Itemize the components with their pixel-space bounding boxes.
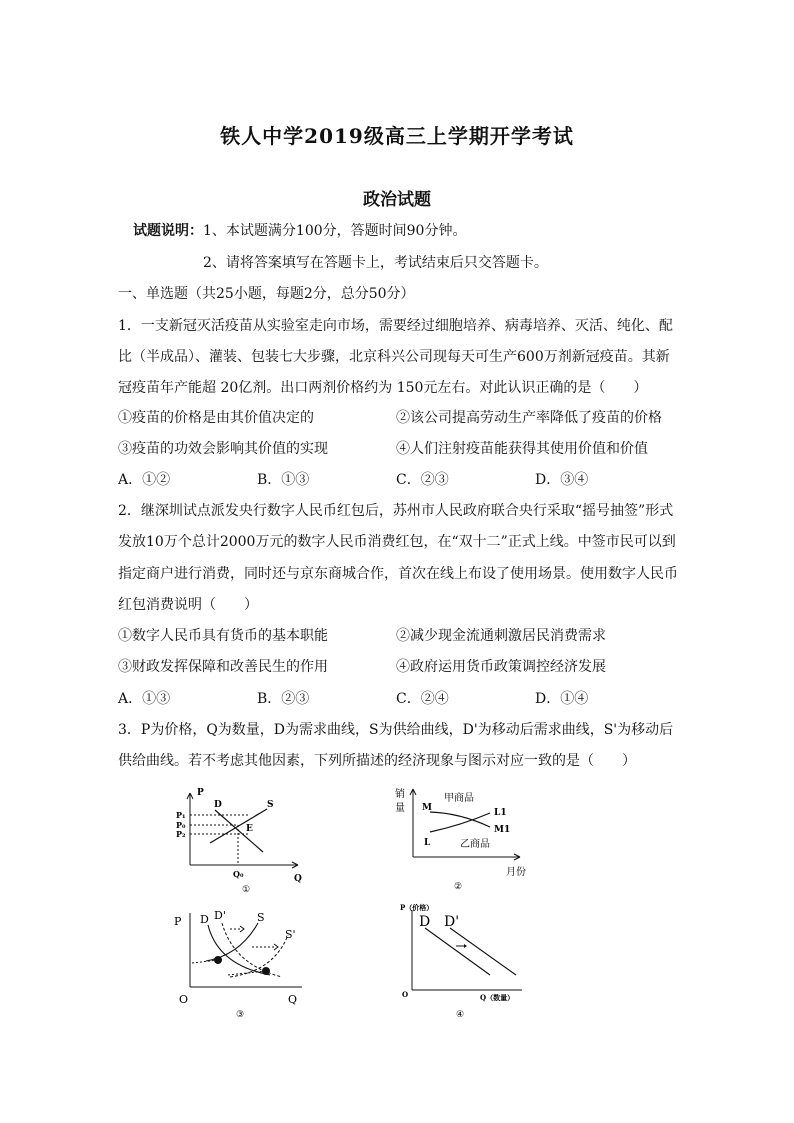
fig1-label-p2: P₂	[176, 829, 186, 839]
fig3-supply-shift-arrowhead	[274, 944, 278, 950]
fig1-label-p0: P₀	[176, 820, 186, 830]
fig1-caption: ①	[242, 885, 251, 895]
fig3-label-d-prime: D'	[214, 909, 226, 922]
fig4-demand-shifted-curve	[450, 928, 516, 975]
fig2-caption: ②	[454, 882, 463, 892]
fig1-axis-q: Q	[294, 874, 302, 884]
figure-1-supply-demand	[170, 785, 320, 895]
q2-option-1: ①数字人民币具有货币的基本职能	[118, 628, 328, 644]
section-heading: 一、单选题（共25小题，每题2分，总分50分）	[118, 286, 415, 302]
fig2-y-label-2: 量	[395, 803, 405, 814]
q1-stem-line-2: 比（半成品）、灌装、包装七大步骤，北京科兴公司现每天可生产600万剂新冠疫苗。其新	[118, 349, 670, 365]
fig4-origin: O	[402, 990, 409, 999]
page-subtitle: 政治试题	[363, 190, 431, 210]
q3-stem-line-2: 供给曲线。若不考虑其他因素，下列所描述的经济现象与图示对应一致的是（ ）	[118, 753, 636, 769]
fig3-label-s-prime: S'	[285, 928, 296, 941]
fig4-shift-arrowhead	[464, 944, 467, 948]
fig2-y-label-1: 销	[395, 789, 405, 800]
fig3-caption: ③	[236, 1010, 245, 1020]
fig4-axis-q: Q（数量）	[480, 993, 515, 1002]
q2-choice-a: A．①③	[118, 691, 171, 707]
fig4-caption: ④	[456, 1010, 465, 1020]
fig3-supply-shifted-curve	[230, 935, 288, 977]
q2-stem-line-1: 2．继深圳试点派发央行数字人民币红包后，苏州市人民政府联合央行采取“摇号抽签”形式	[118, 503, 674, 519]
fig1-label-e: E	[246, 824, 253, 834]
fig2-goods-b: 乙商品	[460, 839, 490, 850]
q1-stem-line-1: 1．一支新冠灭活疫苗从实验室走向市场，需要经过细胞培养、病毒培养、灭活、纯化、配	[118, 318, 673, 334]
fig3-demand-shifted-curve	[222, 923, 282, 977]
fig2-label-m1: M1	[494, 825, 511, 835]
fig3-origin: O	[179, 993, 189, 1006]
instructions-line-1	[133, 221, 466, 241]
fig1-axis-p: P	[197, 788, 204, 798]
fig4-label-d: D	[419, 914, 431, 930]
q3-stem-line-1: 3．P为价格，Q为数量，D为需求曲线，S为供给曲线，D'为移动后需求曲线，S'为移动后	[118, 722, 674, 738]
fig1-label-p1: P₁	[176, 810, 186, 820]
q2-choice-d: D．①④	[535, 691, 589, 707]
fig3-axis-p: P	[174, 915, 182, 928]
fig2-curve-m	[430, 812, 490, 827]
fig1-label-d: D	[214, 800, 222, 810]
q2-option-3: ③财政发挥保障和改善民生的作用	[118, 659, 328, 675]
figure-2-sales-trend	[390, 785, 540, 895]
fig2-label-l1: L1	[494, 808, 507, 818]
q1-option-3: ③疫苗的功效会影响其价值的实现	[118, 441, 328, 457]
q1-option-4: ④人们注射疫苗能获得其使用价值和价值	[396, 441, 648, 457]
fig1-label-q0: Q₀	[233, 869, 244, 879]
fig2-label-l: L	[424, 838, 431, 848]
fig2-label-m: M	[422, 803, 432, 813]
fig4-demand-curve	[425, 928, 490, 975]
instructions-label: 试题说明：	[133, 223, 203, 239]
q2-stem-line-2: 发放10万个总计2000万元的数字人民币消费红包，在“双十二”正式上线。中签市民可以到	[118, 534, 676, 550]
q1-option-1: ①疫苗的价格是由其价值决定的	[118, 410, 314, 426]
q2-option-4: ④政府运用货币政策调控经济发展	[396, 659, 606, 675]
q2-stem-line-4: 红包消费说明（ ）	[118, 597, 258, 613]
fig4-label-d-prime: D'	[444, 914, 460, 930]
q2-option-2: ②减少现金流通刺激居民消费需求	[396, 628, 606, 644]
fig2-x-label: 月份	[506, 867, 526, 878]
fig3-axis-q: Q	[288, 993, 298, 1006]
fig3-label-s: S	[257, 911, 265, 924]
fig4-axis-p: P（价格）	[400, 903, 434, 912]
q1-option-2: ②该公司提高劳动生产率降低了疫苗的价格	[396, 410, 662, 426]
q2-choice-b: B．②③	[257, 691, 310, 707]
instructions-item-1: 1、本试题满分100分，答题时间90分钟。	[203, 223, 467, 239]
instructions-item-2: 2、请将答案填写在答题卡上，考试结束后只交答题卡。	[203, 255, 548, 271]
q1-stem-line-3: 冠疫苗年产能超 20亿剂。出口两剂价格约为 150元左右。对此认识正确的是（ ）	[118, 380, 648, 396]
fig2-goods-a: 甲商品	[444, 793, 474, 804]
q2-choice-c: C．②④	[396, 691, 449, 707]
q1-choice-d: D．③④	[535, 472, 589, 488]
fig1-label-s: S	[267, 800, 274, 810]
q1-choice-a: A．①②	[118, 472, 171, 488]
q2-stem-line-3: 指定商户进行消费，同时还与京东商城合作，首次在线上布设了使用场景。使用数字人民币	[118, 566, 678, 582]
fig3-demand-shift-arrowhead	[240, 926, 244, 932]
page-title: 铁人中学2019级高三上学期开学考试	[220, 124, 574, 148]
figure-3-demand-supply-shift	[170, 905, 320, 1020]
q1-choice-c: C．②③	[396, 472, 449, 488]
fig3-label-d: D	[200, 913, 209, 926]
figure-4-demand-shift	[392, 900, 542, 1020]
q1-choice-b: B．①③	[257, 472, 310, 488]
